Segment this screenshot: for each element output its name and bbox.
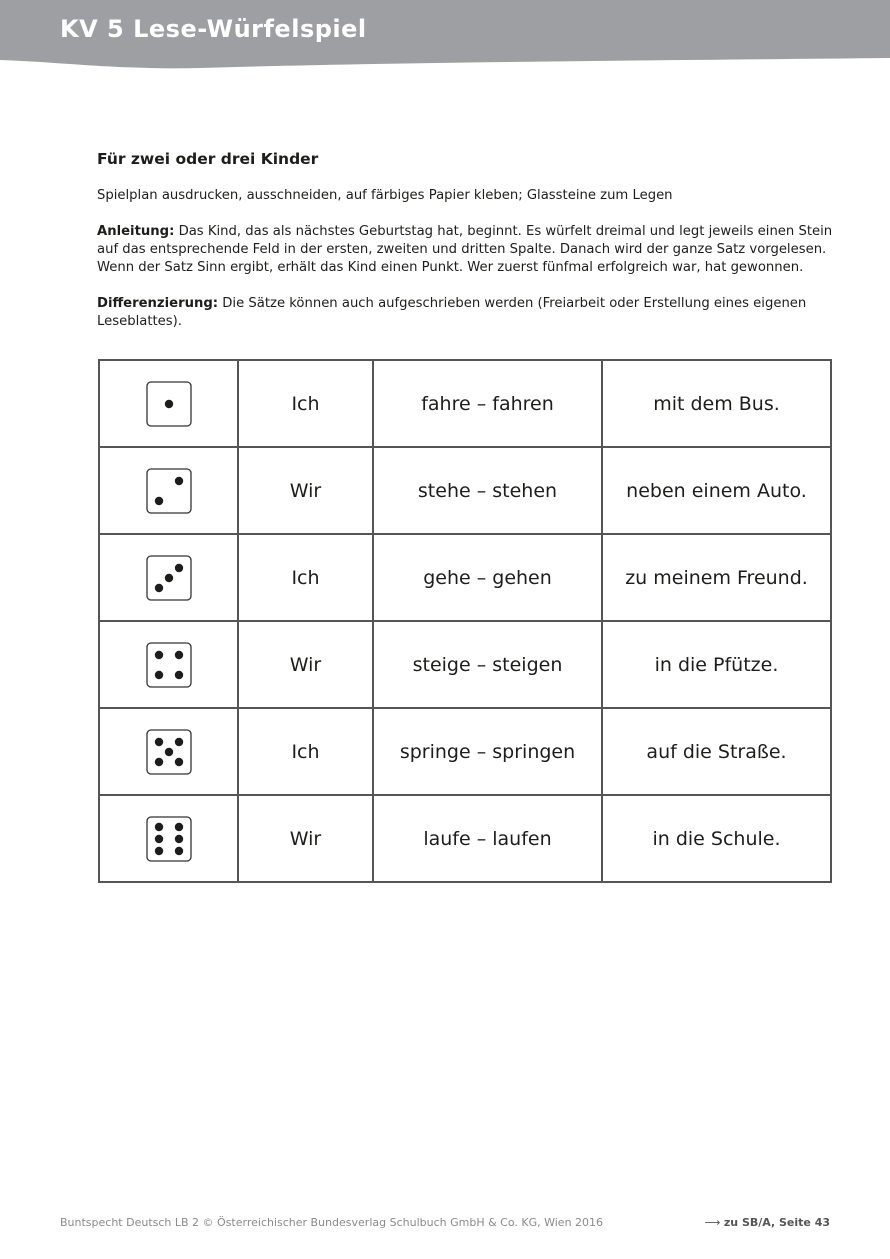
header-banner — [0, 0, 890, 70]
instructions-text: Das Kind, das als nächstes Geburtstag hat, beginnt. Es würfelt dreimal und legt jeweils einen Stein auf das entsprechende Feld in der ersten, zweiten und dritten Spalte. Danach wird der ganze Satz vorgelesen. Wenn der Satz Sinn ergibt, erhält das Kind einen Punkt. Wer zuerst fünfmal erfolgreich war, hat gewonnen. — [97, 224, 833, 275]
page-reference-text: zu SB/A, Seite 43 — [723, 1216, 830, 1229]
die-cell — [99, 708, 238, 795]
die-pip — [154, 583, 162, 591]
board-row — [99, 360, 831, 447]
ending-cell: in die Pfütze. — [602, 621, 831, 708]
instructions-label: Anleitung: — [97, 224, 175, 239]
die-cell — [99, 447, 238, 534]
die-face-1-icon — [146, 381, 192, 427]
subject-cell: Wir — [238, 447, 373, 534]
ending-cell: mit dem Bus. — [602, 360, 831, 447]
die-pip — [154, 737, 162, 745]
arrow-right-icon: ⟶ — [704, 1216, 724, 1229]
die-pip — [174, 476, 182, 484]
die-cell — [99, 534, 238, 621]
players-subtitle: Für zwei oder drei Kinder — [97, 150, 319, 168]
subject-cell: Ich — [238, 534, 373, 621]
game-board — [98, 359, 832, 883]
instructions-paragraph — [97, 223, 837, 277]
differentiation-label: Differenzierung: — [97, 296, 219, 311]
intro-section — [97, 150, 837, 349]
verb-cell: laufe – laufen — [373, 795, 602, 882]
board-row — [99, 708, 831, 795]
die-pip — [154, 822, 162, 830]
die-pip — [164, 747, 172, 755]
ending-cell: in die Schule. — [602, 795, 831, 882]
copyright-footer: Buntspecht Deutsch LB 2 © Österreichischer Bundesverlag Schulbuch GmbH & Co. KG, Wien 2016 — [60, 1216, 604, 1229]
verb-cell: gehe – gehen — [373, 534, 602, 621]
die-cell — [99, 360, 238, 447]
ending-cell: zu meinem Freund. — [602, 534, 831, 621]
differentiation-text: Die Sätze können auch aufgeschrieben werden (Freiarbeit oder Erstellung eines eigenen Leseblattes). — [97, 296, 807, 329]
page-reference — [705, 1216, 830, 1229]
die-pip — [174, 846, 182, 854]
board-row — [99, 795, 831, 882]
die-face-6-icon — [146, 816, 192, 862]
ending-cell: neben einem Auto. — [602, 447, 831, 534]
die-pip — [174, 834, 182, 842]
board-row — [99, 621, 831, 708]
die-face-2-icon — [146, 468, 192, 514]
verb-cell: fahre – fahren — [373, 360, 602, 447]
die-face-5-icon — [146, 729, 192, 775]
die-pip — [154, 757, 162, 765]
differentiation-paragraph — [97, 295, 837, 331]
die-pip — [164, 399, 172, 407]
subject-cell: Ich — [238, 708, 373, 795]
die-face-3-icon — [146, 555, 192, 601]
materials-text: Spielplan ausdrucken, ausschneiden, auf färbiges Papier kleben; Glassteine zum Legen — [97, 188, 673, 203]
die-cell — [99, 795, 238, 882]
subject-cell: Ich — [238, 360, 373, 447]
die-pip — [164, 573, 172, 581]
board-row — [99, 447, 831, 534]
die-pip — [174, 757, 182, 765]
subject-cell: Wir — [238, 621, 373, 708]
die-pip — [154, 496, 162, 504]
ending-cell: auf die Straße. — [602, 708, 831, 795]
die-face-4-icon — [146, 642, 192, 688]
die-pip — [154, 846, 162, 854]
die-cell — [99, 621, 238, 708]
subject-cell: Wir — [238, 795, 373, 882]
verb-cell: springe – springen — [373, 708, 602, 795]
die-pip — [154, 670, 162, 678]
die-pip — [154, 650, 162, 658]
board-row — [99, 534, 831, 621]
die-pip — [174, 822, 182, 830]
verb-cell: steige – steigen — [373, 621, 602, 708]
die-pip — [174, 670, 182, 678]
die-pip — [154, 834, 162, 842]
die-pip — [174, 737, 182, 745]
die-pip — [174, 650, 182, 658]
page-title: KV 5 Lese-Würfelspiel — [60, 15, 367, 43]
verb-cell: stehe – stehen — [373, 447, 602, 534]
die-pip — [174, 563, 182, 571]
